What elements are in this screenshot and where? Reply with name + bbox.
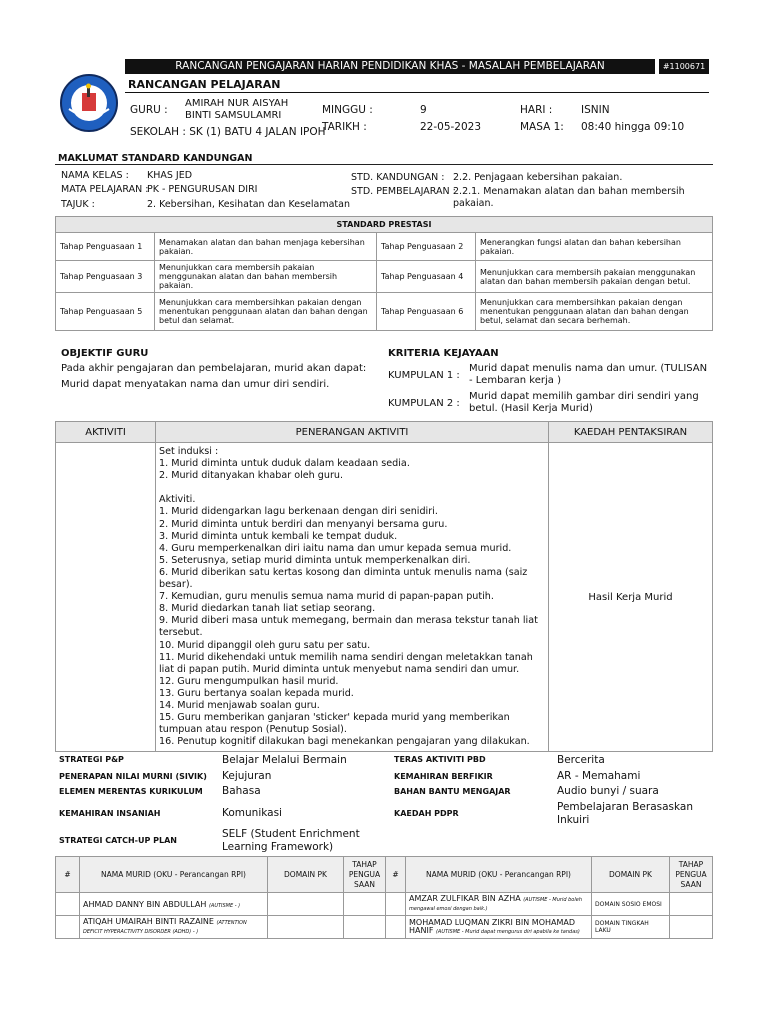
table-row	[56, 893, 713, 916]
penerangan-header: PENERANGAN AKTIVITI	[156, 422, 549, 443]
tajuk-label: TAJUK :	[61, 199, 95, 210]
hari-label: HARI :	[520, 104, 553, 116]
tahap-label: Tahap Penguasaan 5	[56, 293, 155, 331]
insaniah-value: Komunikasi	[222, 807, 282, 819]
col-tahap: TAHAP PENGUA SAAN	[670, 857, 713, 893]
std-kandungan-label: STD. KANDUNGAN :	[351, 172, 445, 183]
guru-label: GURU :	[130, 104, 168, 116]
aktiviti-line: 6. Murid diberikan satu kertas kosong dan diminta untuk menulis nama (saiz besar).	[159, 566, 528, 591]
kumpulan1-value: Murid dapat menulis nama dan umur. (TULISAN - Lembaran kerja )	[469, 363, 708, 386]
col-domain: DOMAIN PK	[268, 857, 344, 893]
insaniah-label: KEMAHIRAN INSANIAH	[59, 809, 161, 818]
standard-prestasi-table	[55, 216, 713, 331]
aktiviti-line: 14. Murid menjawab soalan guru.	[159, 699, 320, 711]
masa-value: 08:40 hingga 09:10	[581, 121, 685, 133]
aktiviti-line: 2. Murid ditanyakan khabar oleh guru.	[159, 470, 344, 482]
student-domain: DOMAIN TINGKAH LAKU	[592, 916, 670, 939]
aktiviti-line: Aktiviti.	[159, 494, 196, 506]
catchup-label: STRATEGI CATCH-UP PLAN	[59, 836, 177, 845]
document-id: #1100671	[659, 59, 709, 74]
aktiviti-line: 11. Murid dikehendaki untuk memilih nama sendiri dengan meletakkan tanah liat di papan putih. Murid diminta untuk menyebut nama sendiri dan umur.	[159, 651, 533, 675]
objektif-line1: Pada akhir pengajaran dan pembelajaran, murid akan dapat:	[61, 363, 367, 374]
kelas-label: NAMA KELAS :	[61, 170, 129, 181]
table-row	[56, 916, 713, 939]
aktiviti-line	[159, 482, 545, 494]
tahap-label: Tahap Penguasaan 2	[377, 233, 476, 261]
aktiviti-line: 12. Guru mengumpulkan hasil murid.	[159, 675, 339, 687]
kandungan-divider	[55, 164, 713, 165]
nilai-label: PENERAPAN NILAI MURNI (SIVIK)	[59, 772, 207, 781]
aktiviti-line: 16. Penutup kognitif dilakukan bagi menekankan pengajaran yang dilakukan.	[159, 736, 530, 748]
student-name: ATIQAH UMAIRAH BINTI RAZAINE (ATTENTION DEFICIT HYPERACTIVITY DISORDER (ADHD) - )	[80, 916, 268, 939]
aktiviti-line: 1. Murid diminta untuk duduk dalam keadaan sedia.	[159, 458, 410, 470]
students-table	[55, 856, 713, 939]
objektif-line2: Murid dapat menyatakan nama dan umur diri sendiri.	[61, 379, 330, 390]
emk-value: Bahasa	[222, 785, 261, 797]
aktiviti-line: Set induksi :	[159, 446, 219, 457]
header-banner: RANCANGAN PENGAJARAN HARIAN PENDIDIKAN KHAS - MASALAH PEMBELAJARAN	[125, 59, 655, 74]
aktiviti-line: 5. Seterusnya, setiap murid diminta untuk memperkenalkan diri.	[159, 554, 471, 566]
kriteria-title: KRITERIA KEJAYAAN	[388, 348, 499, 359]
teras-value: Bercerita	[557, 754, 605, 766]
berfikir-label: KEMAHIRAN BERFIKIR	[394, 772, 493, 781]
std-kandungan-value: 2.2. Penjagaan kebersihan pakaian.	[453, 172, 623, 183]
nilai-value: Kejujuran	[222, 770, 272, 782]
emk-label: ELEMEN MERENTAS KURIKULUM	[59, 787, 203, 796]
col-name: NAMA MURID (OKU - Perancangan RPI)	[80, 857, 268, 893]
berfikir-value: AR - Memahami	[557, 770, 641, 782]
aktiviti-line: 9. Murid diberi masa untuk memegang, bermain dan merasa tekstur tanah liat tersebut.	[159, 615, 538, 639]
aktiviti-line: 8. Murid diedarkan tanah liat setiap seorang.	[159, 603, 376, 615]
pdpr-label: KAEDAH PDPR	[394, 809, 459, 818]
aktiviti-lines	[159, 446, 545, 748]
tahap-desc: Menunjukkan cara membersihkan pakaian dengan menentukan penggunaan alatan dan bahan dengan betul dan selamat.	[155, 293, 377, 331]
tarikh-label: TARIKH :	[322, 121, 367, 133]
page-title: RANCANGAN PELAJARAN	[128, 78, 281, 91]
standard-prestasi-title: STANDARD PRESTASI	[56, 217, 713, 233]
student-domain: DOMAIN SOSIO EMOSI	[592, 893, 670, 916]
student-name: AMZAR ZULFIKAR BIN AZHA (AUTISME - Murid boleh mengawal emosi dengan baik.)	[406, 893, 592, 916]
strategi-pnp-value: Belajar Melalui Bermain	[222, 754, 347, 766]
std-pembelajaran-value: 2.2.1. Menamakan alatan dan bahan membersih pakaian.	[453, 186, 685, 209]
tajuk-value: 2. Kebersihan, Kesihatan dan Keselamatan	[147, 199, 350, 210]
aktiviti-table	[55, 421, 713, 752]
tahap-label: Tahap Penguasaan 6	[377, 293, 476, 331]
minggu-label: MINGGU :	[322, 104, 373, 116]
strategi-pnp-label: STRATEGI P&P	[59, 755, 124, 764]
bbm-label: BAHAN BANTU MENGAJAR	[394, 787, 511, 796]
student-domain	[268, 893, 344, 916]
tahap-desc: Menunjukkan cara membersih pakaian menggunakan alatan dan bahan membersih pakaian.	[155, 261, 377, 293]
bbm-value: Audio bunyi / suara	[557, 785, 659, 797]
penerangan-cell	[156, 443, 549, 752]
minggu-value: 9	[420, 104, 427, 116]
tahap-label: Tahap Penguasaan 3	[56, 261, 155, 293]
aktiviti-line: 7. Kemudian, guru menulis semua nama murid di papan-papan putih.	[159, 591, 494, 603]
aktiviti-line: 10. Murid dipanggil oleh guru satu per satu.	[159, 639, 371, 651]
pdpr-value: Pembelajaran Berasaskan Inkuiri	[557, 801, 693, 826]
kaedah-header: KAEDAH PENTAKSIRAN	[549, 422, 713, 443]
col-tahap: TAHAP PENGUA SAAN	[344, 857, 386, 893]
col-domain: DOMAIN PK	[592, 857, 670, 893]
col-name: NAMA MURID (OKU - Perancangan RPI)	[406, 857, 592, 893]
tahap-label: Tahap Penguasaan 1	[56, 233, 155, 261]
aktiviti-cell	[56, 443, 156, 752]
kandungan-title: MAKLUMAT STANDARD KANDUNGAN	[58, 153, 253, 164]
aktiviti-line: 2. Murid diminta untuk berdiri dan menyanyi bersama guru.	[159, 518, 448, 530]
aktiviti-line: 3. Murid diminta untuk kembali ke tempat duduk.	[159, 530, 398, 542]
tahap-label: Tahap Penguasaan 4	[377, 261, 476, 293]
school-logo-icon	[55, 73, 123, 133]
kumpulan2-value: Murid dapat memilih gambar diri sendiri yang betul. (Hasil Kerja Murid)	[469, 391, 699, 414]
student-domain	[268, 916, 344, 939]
guru-name: AMIRAH NUR AISYAH BINTI SAMSULAMRI	[185, 98, 289, 121]
kumpulan2-label: KUMPULAN 2 :	[388, 398, 460, 409]
std-pembelajaran-label: STD. PEMBELAJARAN :	[351, 186, 456, 197]
catchup-value: SELF (Student Enrichment Learning Framework)	[222, 828, 360, 853]
teras-label: TERAS AKTIVITI PBD	[394, 755, 486, 764]
sekolah-text: SEKOLAH : SK (1) BATU 4 JALAN IPOH	[130, 126, 326, 138]
tahap-desc: Menunjukkan cara membersihkan pakaian dengan menentukan penggunaan alatan dan bahan dengan betul, selamat dan secara berhemah.	[476, 293, 713, 331]
masa-label: MASA 1:	[520, 121, 564, 133]
aktiviti-line: 4. Guru memperkenalkan diri iaitu nama dan umur kepada semua murid.	[159, 542, 512, 554]
mata-pelajaran-label: MATA PELAJARAN :	[61, 184, 149, 195]
hari-value: ISNIN	[581, 104, 610, 116]
kaedah-pentaksiran: Hasil Kerja Murid	[549, 443, 713, 752]
tarikh-value: 22-05-2023	[420, 121, 482, 133]
mata-pelajaran-value: PK - PENGURUSAN DIRI	[147, 184, 258, 195]
col-no: #	[56, 857, 80, 893]
aktiviti-line: 1. Murid didengarkan lagu berkenaan dengan diri senidiri.	[159, 506, 438, 518]
aktiviti-line: 13. Guru bertanya soalan kepada murid.	[159, 687, 354, 699]
col-no: #	[386, 857, 406, 893]
kelas-value: KHAS JED	[147, 170, 193, 181]
tahap-desc: Menunjukkan cara membersih pakaian menggunakan alatan dan bahan membersih pakaian dengan betul.	[476, 261, 713, 293]
tahap-desc: Menerangkan fungsi alatan dan bahan kebersihan pakaian.	[476, 233, 713, 261]
objektif-title: OBJEKTIF GURU	[61, 348, 149, 359]
tahap-desc: Menamakan alatan dan bahan menjaga kebersihan pakaian.	[155, 233, 377, 261]
aktiviti-line: 15. Guru memberikan ganjaran 'sticker' kepada murid yang memberikan tumpuan atau respon (Penutup Sosial).	[159, 712, 510, 736]
kumpulan1-label: KUMPULAN 1 :	[388, 370, 460, 381]
student-name: MOHAMAD LUQMAN ZIKRI BIN MOHAMAD HANIF (AUTISME - Murid dapat mengurus diri apabila ke tandas)	[406, 916, 592, 939]
aktiviti-header: AKTIVITI	[56, 422, 156, 443]
student-name: AHMAD DANNY BIN ABDULLAH (AUTISME - )	[80, 893, 268, 916]
header-divider	[125, 92, 709, 93]
